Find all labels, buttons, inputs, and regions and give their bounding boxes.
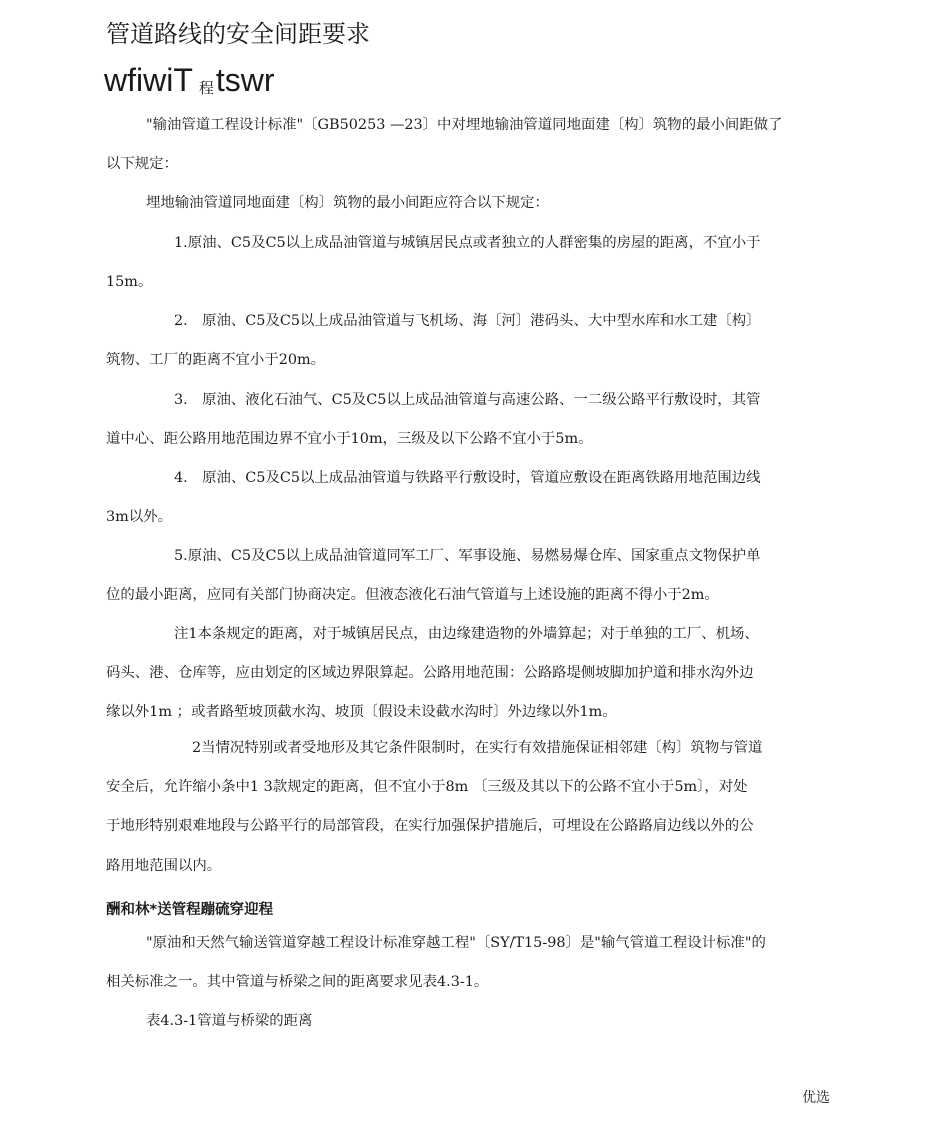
paragraph-line: "原油和天然气输送管道穿越工程设计标准穿越工程"〔SY/T15-98〕是"输气管道工程设计标准"的 [146, 935, 766, 951]
paragraph-line: 码头、港、仓库等，应由划定的区域边界限算起。公路用地范围：公路路堤侧坡脚加护道和排水沟外边 [106, 665, 754, 682]
paragraph-line: 于地形特别艰难地段与公路平行的局部管段，在实行加强保护措施后，可埋设在公路路肩边线以外的公 [106, 818, 754, 835]
rule-item-1 [106, 224, 881, 302]
paragraph-line: 2. 原油、C5及C5以上成品油管道与飞机场、海〔河〕港码头、大中型水库和水工建〔构〕 [174, 313, 761, 329]
rule-item-2 [106, 302, 881, 380]
paragraph-line: 1.原油、C5及C5以上成品油管道与城镇居民点或者独立的人群密集的房屋的距离，不宜小于 [174, 235, 761, 251]
paragraph-line: 5.原油、C5及C5以上成品油管道同军工厂、军事设施、易燃易爆仓库、国家重点文物保护单 [174, 548, 761, 564]
paragraph-line: 道中心、距公路用地范围边界不宜小于10m，三级及以下公路不宜小于5m。 [106, 431, 593, 448]
paragraph-line: 埋地输油管道同地面建〔构〕筑物的最小间距应符合以下规定： [146, 195, 549, 211]
paragraph-line: 位的最小距离，应同有关部门协商决定。但液态液化石油气管道与上述设施的距离不得小于2m。 [106, 587, 719, 604]
rule-item-4 [106, 459, 881, 537]
paragraph-line: 15m。 [106, 274, 153, 291]
paragraph-line: 缘以外1m ；或者路堑坡顶截水沟、坡顶〔假设未设截水沟时〕外边缘以外1m。 [106, 704, 617, 721]
paragraph-line: "输油管道工程设计标准"〔GB50253 —23〕中对埋地输油管道同地面建〔构〕筑物的最小间距做了 [146, 117, 783, 133]
paragraph-line: 路用地范围以内。 [106, 857, 222, 874]
table-caption [106, 1002, 881, 1041]
paragraph-line: 2当情况特别或者受地形及其它条件限制时，在实行有效措施保证相邻建〔构〕筑物与管道 [192, 740, 763, 756]
note-1 [106, 615, 881, 733]
rule-item-5 [106, 537, 881, 615]
paragraph-line: 相关标准之一。其中管道与桥梁之间的距离要求见表4.3-1。 [106, 974, 489, 991]
paragraph-line: 安全后，允许缩小条中1 3款规定的距离，但不宜小于8m 〔三级及其以下的公路不宜小于5m〕，对处 [106, 779, 748, 796]
paragraph-rule-lead [106, 184, 881, 223]
rule-item-3 [106, 381, 881, 459]
paragraph-line: 表4.3-1管道与桥梁的距离 [146, 1013, 313, 1029]
garbled-heading-part2: tswr [215, 62, 275, 98]
paragraph-line: 筑物、工厂的距离不宜小于20m。 [106, 352, 326, 369]
garbled-heading-part1: wfiwiT [104, 62, 193, 98]
paragraph-line: 3m以外。 [106, 509, 172, 526]
document-title: 管道路线的安全间距要求 [106, 20, 370, 48]
note-2 [106, 729, 881, 886]
paragraph-line: 3. 原油、液化石油气、C5及C5以上成品油管道与高速公路、一二级公路平行敷设时，其管 [174, 392, 761, 408]
paragraph-line: 4. 原油、C5及C5以上成品油管道与铁路平行敷设时，管道应敷设在距离铁路用地范围边线 [174, 470, 761, 486]
garbled-heading-small: 程 [198, 79, 214, 97]
paragraph-line: 注1本条规定的距离，对于城镇居民点，由边缘建造物的外墙算起；对于单独的工厂、机场、 [174, 626, 759, 642]
paragraph-intro [106, 106, 881, 184]
section-heading: 酬和林*送管程蹦硫穿迎程 [106, 902, 274, 918]
paragraph-line: 以下规定： [106, 156, 178, 173]
page-footer: 优选 [802, 1090, 830, 1106]
garbled-heading [104, 60, 275, 108]
section-paragraph [106, 924, 881, 1002]
